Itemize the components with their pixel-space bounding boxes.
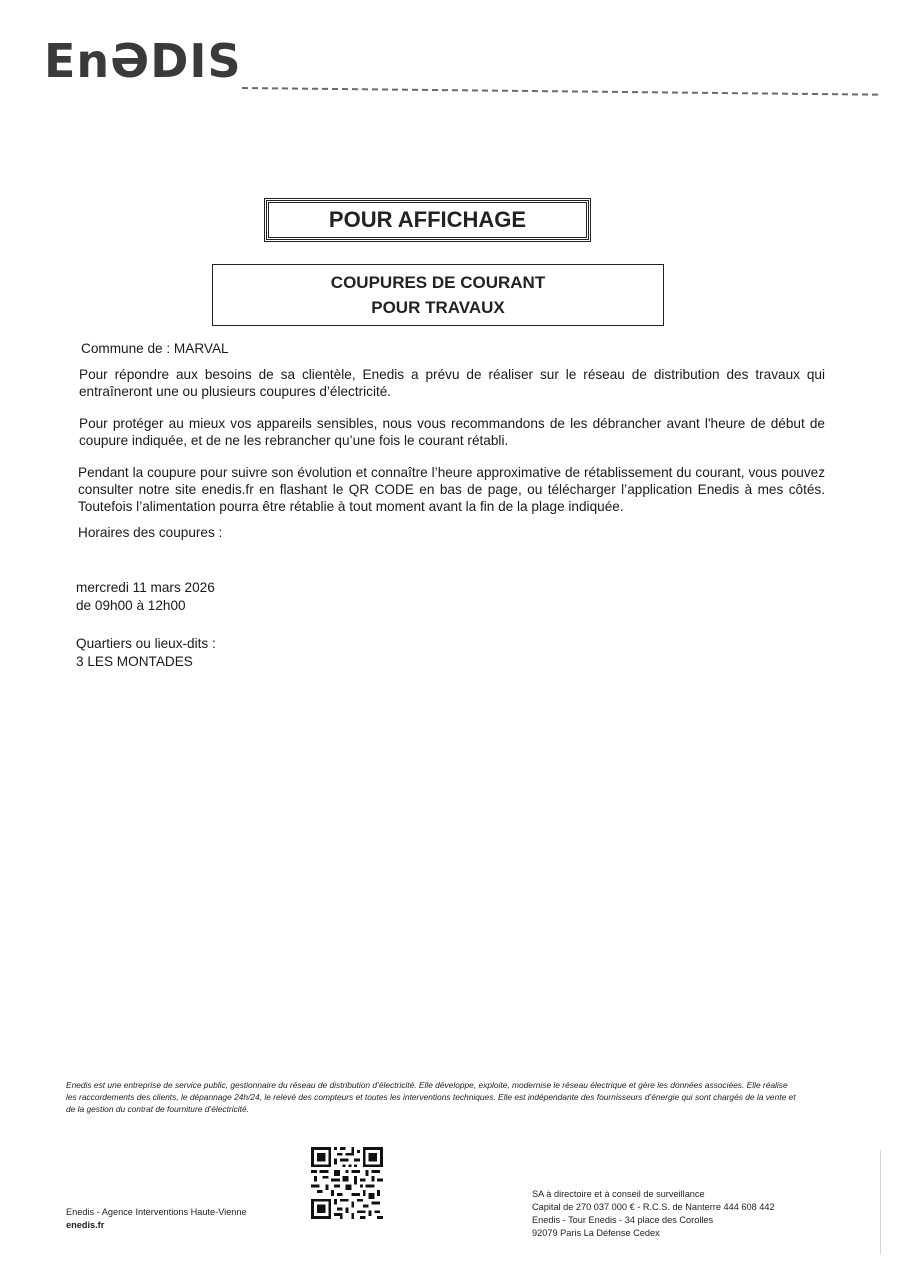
- schedule-label: Horaires des coupures :: [78, 525, 223, 540]
- qr-code-icon[interactable]: [311, 1147, 383, 1219]
- company-line-4: 92079 Paris La Défense Cedex: [532, 1228, 660, 1238]
- areas-label: Quartiers ou lieux-dits :: [76, 636, 216, 651]
- legal-notice: Enedis est une entreprise de service public, gestionnaire du réseau de distribution d’électricité. Elle développe, exploite, modernise le réseau électrique et gère les données associées. Elle réalise les raccordements des clients, le dépannage 24h/24, le relevé des compteurs et toutes les interventions techniques. Elle est indépendante des fournisseurs d’énergie qui sont chargés de la vente et de la gestion du contrat de fourniture d’électricité.: [66, 1080, 796, 1114]
- footer-agency-block: [66, 1206, 247, 1232]
- paragraph-follow-outage: Pendant la coupure pour suivre son évolution et connaître l’heure approximative de rétablissement du courant, vous pouvez consulter notre site enedis.fr en flashant le QR CODE en bas de page, ou télécharger l’application Enedis à mes côtés. Toutefois l’alimentation pourra être rétablie à tout moment avant la fin de la plage indiquée.: [78, 465, 825, 514]
- display-notice-label: POUR AFFICHAGE: [328, 207, 527, 232]
- notice-title-line2: POUR TRAVAUX: [371, 298, 505, 317]
- footer-company-block: [532, 1188, 775, 1240]
- paragraph-works: Pour répondre aux besoins de sa clientèle, Enedis a prévu de réaliser sur le réseau de distribution des travaux qui entraîneront une ou plusieurs coupures d’électricité.: [79, 367, 825, 399]
- display-notice-box: [266, 200, 589, 240]
- areas-value: 3 LES MONTADES: [76, 654, 193, 669]
- scan-edge-line: [880, 1150, 881, 1254]
- company-line-3: Enedis - Tour Enedis - 34 place des Corolles: [532, 1215, 714, 1225]
- notice-title-box: [212, 264, 664, 326]
- website-link[interactable]: enedis.fr: [66, 1220, 105, 1230]
- company-line-2: Capital de 270 037 000 € - R.C.S. de Nanterre 444 608 442: [532, 1202, 775, 1212]
- enedis-logo: EnƏDIS: [44, 34, 242, 88]
- header-divider: [242, 87, 878, 96]
- notice-title-line1: COUPURES DE COURANT: [330, 273, 546, 292]
- commune-line: Commune de : MARVAL: [81, 341, 229, 356]
- paragraph-protect-devices: Pour protéger au mieux vos appareils sensibles, nous vous recommandons de les débrancher avant l'heure de début de coupure indiquée, et de ne les rebrancher qu’une fois le courant rétabli.: [79, 416, 825, 448]
- schedule-time: de 09h00 à 12h00: [76, 598, 186, 613]
- agency-name: Enedis - Agence Interventions Haute-Vienne: [66, 1207, 247, 1217]
- schedule-date: mercredi 11 mars 2026: [76, 580, 215, 595]
- company-line-1: SA à directoire et à conseil de surveillance: [532, 1189, 705, 1199]
